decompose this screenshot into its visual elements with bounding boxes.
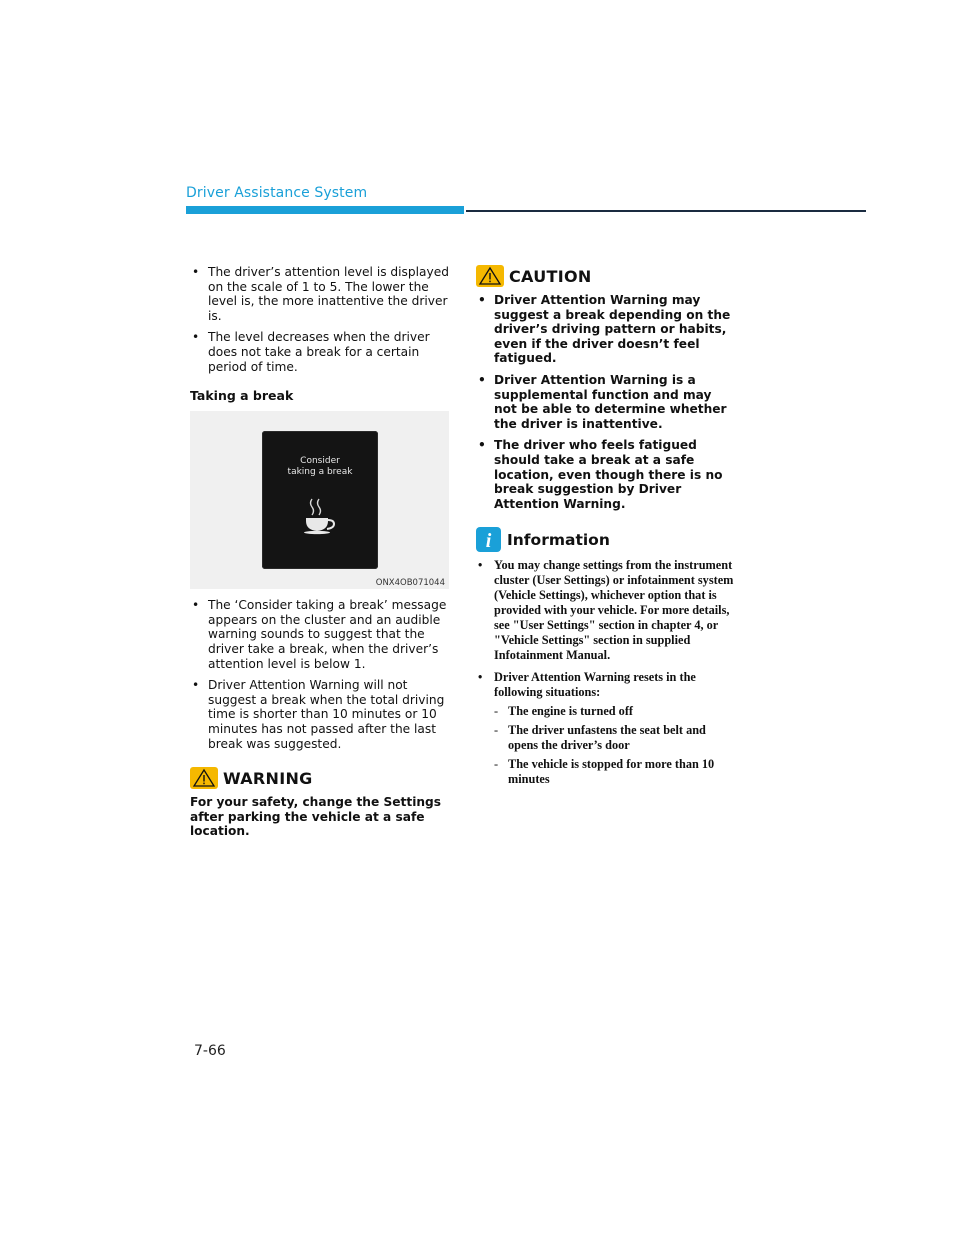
cluster-figure <box>190 411 449 589</box>
right-column <box>476 265 736 794</box>
information-heading <box>476 527 736 552</box>
page-number: 7-66 <box>194 1043 226 1059</box>
list-item: • Driver Attention Warning may suggest a break depending on the driver’s driving pattern or habits, even if the driver doesn’t feel fatigued. <box>476 293 736 366</box>
list-item: - The vehicle is stopped for more than 10 minutes <box>494 757 736 787</box>
warning-title: WARNING <box>223 768 313 788</box>
cluster-message-line2: taking a break <box>287 467 353 478</box>
list-item: • The driver who feels fatigued should take a break at a safe location, even though there is no break suggestion by Driver Attention Warning. <box>476 438 736 511</box>
list-item: - The driver unfastens the seat belt and opens the driver’s door <box>494 723 736 753</box>
svg-text:i: i <box>485 530 492 553</box>
reset-situations-list <box>494 704 736 787</box>
info-icon <box>476 527 501 552</box>
list-item: • The driver’s attention level is displayed on the scale of 1 to 5. The lower the level is, the more inattentive the driver is. <box>190 265 452 323</box>
list-item: • Driver Attention Warning will not suggest a break when the total driving time is shorter than 10 minutes or 10 minutes has not passed after the last break was suggested. <box>190 678 452 751</box>
caution-list <box>476 293 736 511</box>
caution-title: CAUTION <box>509 266 592 286</box>
list-item: • The ‘Consider taking a break’ message appears on the cluster and an audible warning sounds to suggest that the driver take a break, when the driver’s attention level is below 1. <box>190 598 452 671</box>
information-list <box>476 558 736 787</box>
caution-icon <box>476 265 504 287</box>
caution-heading <box>476 265 736 287</box>
section-subheading: Taking a break <box>190 388 294 404</box>
list-item: • The level decreases when the driver does not take a break for a certain period of time. <box>190 330 452 374</box>
cluster-display <box>262 431 378 569</box>
cluster-message-line1: Consider <box>300 456 340 467</box>
list-item: - The engine is turned off <box>494 704 736 719</box>
header-rule <box>466 210 866 212</box>
break-message-list <box>190 598 452 751</box>
figure-code: ONX4OB071044 <box>375 578 445 589</box>
left-column <box>190 265 452 839</box>
header-title: Driver Assistance System <box>186 185 368 201</box>
warning-heading <box>190 767 452 789</box>
warning-text: For your safety, change the Settings after parking the vehicle at a safe location. <box>190 795 442 839</box>
list-item: • You may change settings from the instrument cluster (User Settings) or infotainment system (Vehicle Settings), whichever option that is provided with your vehicle. For more details, see "User Settings" section in chapter 4, or "Vehicle Settings" section in supplied Infotainment Manual. <box>476 558 736 663</box>
attention-level-list <box>190 265 452 374</box>
coffee-cup-icon <box>302 497 338 535</box>
list-item: • Driver Attention Warning is a supplemental function and may not be able to determine whether the driver is inattentive. <box>476 373 736 431</box>
warning-icon <box>190 767 218 789</box>
header-accent-bar <box>186 206 464 214</box>
list-item <box>476 670 736 787</box>
information-title: Information <box>507 530 610 549</box>
reset-intro: Driver Attention Warning resets in the following situations: <box>494 670 696 700</box>
